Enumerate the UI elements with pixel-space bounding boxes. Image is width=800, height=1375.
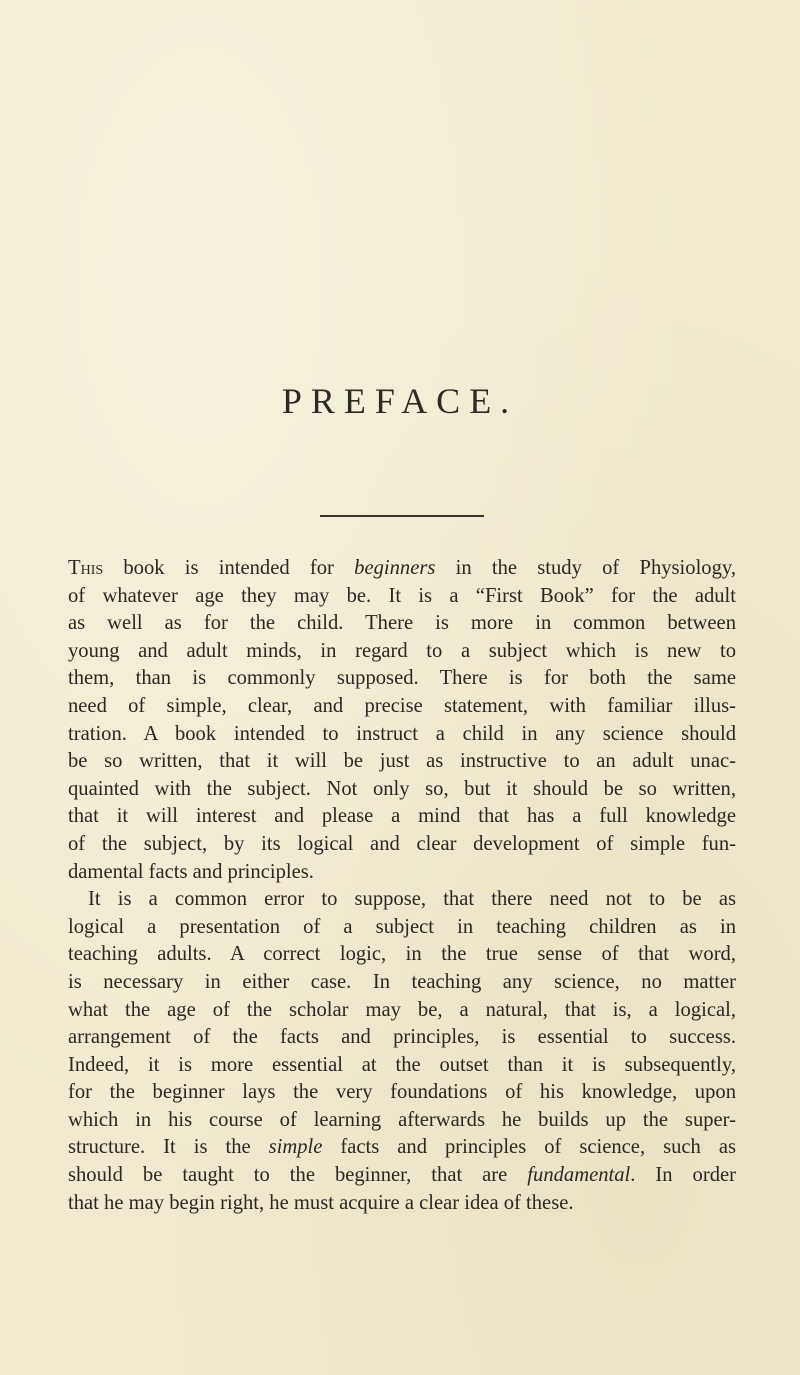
italic-word: fundamental — [527, 1164, 631, 1187]
text-line: Indeed, it is more essential at the outset than it is subsequently, — [68, 1053, 736, 1076]
text-line: that he may begin right, he must acquire a clear idea of these. — [68, 1191, 574, 1214]
drop-word: This — [68, 557, 104, 579]
text-line: teaching adults. A correct logic, in the true sense of that word, — [68, 943, 736, 966]
paragraph-2 — [68, 886, 736, 1217]
preface-body — [68, 555, 736, 1217]
text-line — [68, 555, 736, 583]
text-line: quainted with the subject. Not only so, but it should be so written, — [68, 777, 736, 800]
text-line: of whatever age they may be. It is a “First Book” for the adult — [68, 584, 736, 607]
text-line: need of simple, clear, and precise statement, with familiar illus- — [68, 694, 736, 717]
text-line: of the subject, by its logical and clear development of simple fun- — [68, 832, 736, 855]
paragraph-1 — [68, 555, 736, 886]
text-line — [68, 1162, 736, 1190]
text-run: in the study of Physiology, — [435, 557, 736, 579]
italic-word: beginners — [354, 557, 436, 579]
text-line: be so written, that it will be just as instructive to an adult unac- — [68, 750, 736, 773]
text-run: structure. It is the — [68, 1136, 269, 1159]
text-line: for the beginner lays the very foundations of his knowledge, upon — [68, 1081, 736, 1104]
text-line: which in his course of learning afterwards he builds up the super- — [68, 1108, 736, 1131]
text-run: . In order — [630, 1164, 736, 1187]
text-line: as well as for the child. There is more in common between — [68, 612, 736, 635]
text-line: It is a common error to suppose, that there need not to be as — [88, 888, 736, 911]
text-line: logical a presentation of a subject in teaching children as in — [68, 915, 736, 938]
italic-word: simple — [268, 1136, 323, 1159]
page-title: PREFACE. — [281, 381, 519, 421]
text-line: young and adult minds, in regard to a subject which is new to — [68, 639, 736, 662]
text-line: is necessary in either case. In teaching any science, no matter — [68, 970, 736, 993]
text-line: damental facts and principles. — [68, 860, 314, 883]
text-line: tration. A book intended to instruct a child in any science should — [68, 722, 736, 745]
title-rule — [320, 515, 484, 517]
text-run: facts and principles of science, such as — [322, 1136, 736, 1159]
text-line: them, than is commonly supposed. There is for both the same — [68, 667, 736, 690]
text-run: should be taught to the beginner, that are — [68, 1164, 528, 1187]
text-line: what the age of the scholar may be, a natural, that is, a logical, — [68, 998, 736, 1021]
text-line — [68, 1134, 736, 1162]
text-run: book is intended for — [103, 557, 355, 579]
text-line: arrangement of the facts and principles, is essential to success. — [68, 1026, 736, 1049]
text-line: that it will interest and please a mind that has a full knowledge — [68, 805, 736, 828]
